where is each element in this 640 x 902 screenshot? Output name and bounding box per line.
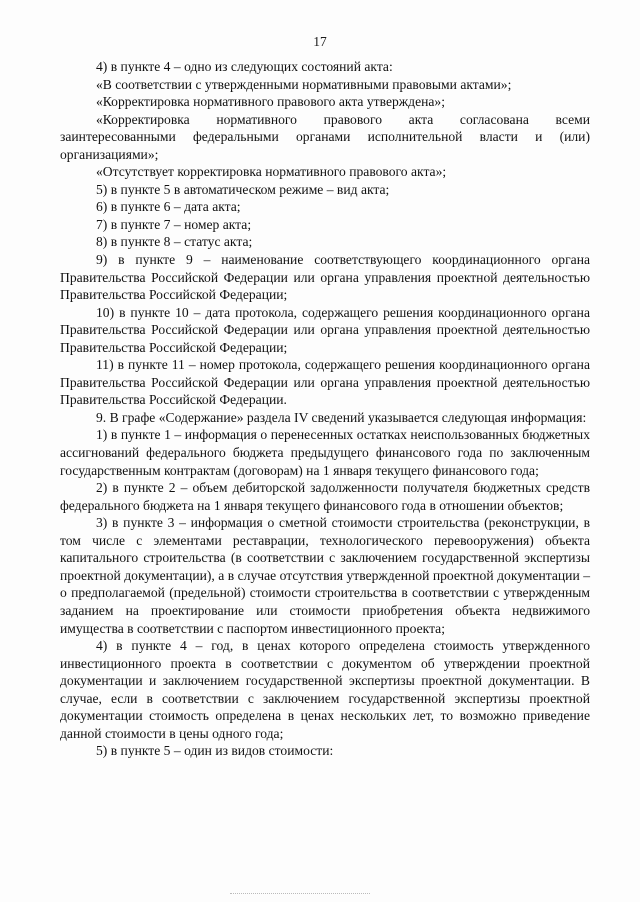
paragraph: 5) в пункте 5 в автоматическом режиме – вид акта; <box>96 181 390 197</box>
paragraph: «Корректировка нормативного правового акта утверждена»; <box>96 94 445 110</box>
paragraph: 5) в пункте 5 – один из видов стоимости: <box>96 743 334 759</box>
paragraph: 8) в пункте 8 – статус акта; <box>96 234 253 250</box>
paragraph: 6) в пункте 6 – дата акта; <box>96 199 241 215</box>
paragraph: «Отсутствует корректировка нормативного правового акта»; <box>96 164 447 180</box>
paragraph: «Корректировка нормативного правового акта согласована всеми заинтересованными федеральными органами исполнительной власти и (или) организациями»; <box>60 111 590 162</box>
paragraph: 2) в пункте 2 – объем дебиторской задолженности получателя бюджетных средств федерального бюджета на 1 января текущего финансового года в отношении объектов; <box>60 480 590 513</box>
paragraph: 11) в пункте 11 – номер протокола, содержащего решения координационного органа Правительства Российской Федерации или органа управления проектной деятельностью Правительства Российской Федерации. <box>60 357 590 408</box>
paragraph: 1) в пункте 1 – информация о перенесенных остатках неиспользованных бюджетных ассигнований федерального бюджета предыдущего финансового года по заключенным государственным контрактам (договорам) на 1 января текущего финансового года; <box>60 427 590 478</box>
document-body <box>60 58 590 760</box>
paragraph: 9) в пункте 9 – наименование соответствующего координационного органа Правительства Российской Федерации или органа управления проектной деятельностью Правительства Российской Федерации; <box>60 252 590 303</box>
paragraph: 4) в пункте 4 – год, в ценах которого определена стоимость утвержденного инвестиционного проекта в соответствии с документом об утверждении проектной документации и заключением государственной экспертизы проектной документации. В случае, если в соответствии с заключением государственной экспертизы проектной документации стоимость определена в ценах нескольких лет, то возможно приведение данной стоимости в цены одного года; <box>60 638 590 741</box>
paragraph: 10) в пункте 10 – дата протокола, содержащего решения координационного органа Правительства Российской Федерации или органа управления проектной деятельностью Правительства Российской Федерации; <box>60 304 590 355</box>
page-number: 17 <box>313 34 327 49</box>
scan-artifact <box>230 893 370 896</box>
paragraph: 7) в пункте 7 – номер акта; <box>96 216 252 232</box>
paragraph: 3) в пункте 3 – информация о сметной стоимости строительства (реконструкции, в том числе с элементами реставрации, технологического перевооружения) объекта капитального строительства (в соответствии с заключением государственной экспертизы проектной документации), а в случае отсутствия утвержденной проектной документации – о предполагаемой (предельной) стоимости строительства в соответствии с утвержденным заданием на проектирование или стоимости приобретения объекта недвижимого имущества в соответствии с паспортом инвестиционного проекта; <box>60 515 590 636</box>
paragraph: 9. В графе «Содержание» раздела IV сведений указывается следующая информация: <box>96 409 587 425</box>
paragraph: «В соответствии с утвержденными нормативными правовыми актами»; <box>96 76 512 92</box>
paragraph: 4) в пункте 4 – одно из следующих состояний акта: <box>96 59 393 74</box>
